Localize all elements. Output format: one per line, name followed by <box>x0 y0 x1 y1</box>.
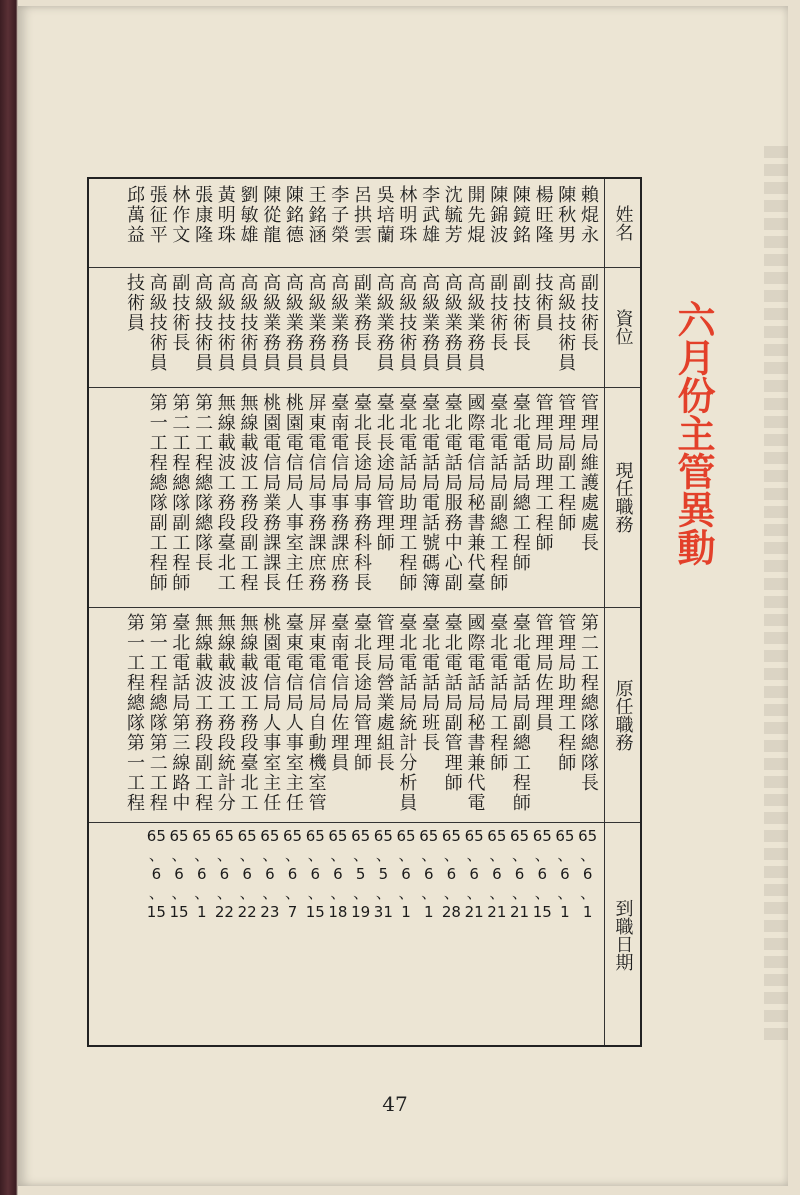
name-cell: 開先焜 <box>464 185 486 245</box>
date-separator: 、 <box>557 846 573 864</box>
current-position-cell: 第二工程總隊副工程師 <box>169 393 191 593</box>
date-year: 65 <box>487 827 507 845</box>
name-cell: 王銘涵 <box>305 185 327 245</box>
date-month: 6 <box>174 865 184 883</box>
personnel-change-table <box>87 177 642 1047</box>
start-date-cell <box>122 827 145 1042</box>
rank-cell: 高級技術員 <box>396 273 418 373</box>
date-month: 6 <box>560 865 570 883</box>
date-separator: 、 <box>398 846 414 864</box>
page-heading: 六月份主管異動 <box>671 300 715 566</box>
start-date-cell <box>395 827 418 1042</box>
start-date-cell <box>327 827 350 1042</box>
rank-cell: 高級業務員 <box>373 273 395 373</box>
date-day: 1 <box>560 903 570 921</box>
date-day: 19 <box>351 903 371 921</box>
current-position-cell: 臺北電話局總工程師 <box>509 393 531 573</box>
name-cell: 陳錦波 <box>487 185 509 245</box>
start-date-cell <box>349 827 372 1042</box>
date-year: 65 <box>169 827 189 845</box>
name-cell: 劉敏雄 <box>237 185 259 245</box>
date-month: 6 <box>423 865 434 883</box>
rank-cell: 高級業務員 <box>282 273 304 373</box>
rank-cell: 高級技術員 <box>146 273 168 373</box>
date-separator: 、 <box>148 846 164 864</box>
previous-position-cell: 臺北電話局第三線路中 <box>169 613 191 813</box>
current-position-cell: 第一工程總隊副工程師 <box>146 393 168 593</box>
rank-cell: 高級業務員 <box>305 273 327 373</box>
current-position-cell: 臺北電話局服務中心副 <box>441 393 463 593</box>
start-date-cell <box>576 827 599 1042</box>
date-year: 65 <box>578 827 598 845</box>
date-day: 21 <box>464 903 484 921</box>
date-day: 15 <box>169 903 189 921</box>
previous-position-cell: 第一工程總隊第二工程 <box>146 613 168 813</box>
date-year: 65 <box>555 827 575 845</box>
date-day: 28 <box>441 903 461 921</box>
date-separator: 、 <box>194 884 210 902</box>
rank-cell: 高級業務員 <box>260 273 282 373</box>
rank-cell: 高級業務員 <box>419 273 441 373</box>
date-day: 21 <box>509 903 530 921</box>
previous-position-cell: 屏東電信局自動機室管 <box>305 613 327 813</box>
date-separator: 、 <box>171 884 187 902</box>
date-month: 5 <box>378 865 389 883</box>
row-divider <box>89 607 640 608</box>
row-divider <box>89 387 640 388</box>
name-cell: 楊旺隆 <box>532 185 554 245</box>
current-position-cell: 管理局助理工程師 <box>532 393 554 553</box>
rank-cell: 高級技術員 <box>192 273 214 373</box>
date-separator: 、 <box>262 884 278 902</box>
name-cell: 呂拱雲 <box>350 185 372 245</box>
date-day: 18 <box>328 903 348 921</box>
current-position-cell: 第二工程總隊總隊長 <box>192 393 214 573</box>
date-month: 6 <box>446 865 457 883</box>
header-column-divider <box>604 179 605 1045</box>
date-year: 65 <box>509 827 530 845</box>
date-year: 65 <box>464 827 484 845</box>
start-date-cell <box>417 827 440 1042</box>
date-separator: 、 <box>216 846 232 864</box>
previous-position-cell: 臺北電話局班長 <box>419 613 441 753</box>
name-cell: 陳秋男 <box>555 185 577 245</box>
date-year: 65 <box>328 827 348 845</box>
previous-position-cell: 第二工程總隊總隊長 <box>577 613 599 793</box>
start-date-cell <box>236 827 259 1042</box>
date-day: 1 <box>423 903 434 921</box>
current-position-cell: 無線載波工務段臺北工 <box>214 393 236 593</box>
previous-position-cell: 臺南電信局佐理員 <box>328 613 350 773</box>
header-rank: 資位 <box>612 309 634 345</box>
date-separator: 、 <box>443 884 459 902</box>
start-date-cell <box>463 827 486 1042</box>
previous-position-cell: 臺東電信局人事室主任 <box>282 613 304 813</box>
date-separator: 、 <box>216 884 232 902</box>
current-position-cell: 國際電信局秘書兼代臺 <box>464 393 486 593</box>
name-cell: 陳銘德 <box>282 185 304 245</box>
rank-cell: 副技術長 <box>169 273 191 353</box>
start-date-cell <box>259 827 282 1042</box>
date-month: 6 <box>219 865 230 883</box>
date-year: 65 <box>396 827 416 845</box>
current-position-cell: 臺北電話局副總工程師 <box>487 393 509 593</box>
previous-position-cell: 管理局佐理員 <box>532 613 554 733</box>
start-date-cell <box>554 827 577 1042</box>
bleed-through-margin <box>764 146 788 1046</box>
header-name: 姓名 <box>612 205 634 241</box>
current-position-cell: 臺南電信局事務課庶務 <box>328 393 350 593</box>
date-separator: 、 <box>262 846 278 864</box>
current-position-cell: 桃園電信局人事室主任 <box>282 393 304 593</box>
date-separator: 、 <box>307 846 323 864</box>
date-day: 22 <box>237 903 257 921</box>
date-separator: 、 <box>375 846 391 864</box>
rank-cell: 副技術長 <box>509 273 531 353</box>
name-cell: 黃明珠 <box>214 185 236 245</box>
date-month: 6 <box>492 865 502 883</box>
rank-cell: 高級技術員 <box>555 273 577 373</box>
current-position-cell: 管理局維護處處長 <box>577 393 599 553</box>
date-day: 31 <box>373 903 393 921</box>
previous-position-cell: 第一工程總隊第一工程 <box>123 613 145 813</box>
date-separator: 、 <box>285 884 301 902</box>
date-day: 1 <box>582 903 593 921</box>
date-month: 6 <box>469 865 479 883</box>
date-month: 6 <box>582 865 593 883</box>
date-separator: 、 <box>512 884 528 902</box>
page-number: 47 <box>382 1092 408 1116</box>
start-date-cell <box>168 827 191 1042</box>
name-cell: 陳從龍 <box>260 185 282 245</box>
current-position-cell: 無線載波工務段副工程 <box>237 393 259 593</box>
header-current-position: 現任職務 <box>612 461 634 533</box>
date-separator: 、 <box>534 884 550 902</box>
name-cell: 沈毓芳 <box>441 185 463 245</box>
date-month: 5 <box>355 865 366 883</box>
header-previous-position: 原任職務 <box>612 678 634 751</box>
previous-position-cell: 臺北長途局管理師 <box>350 613 372 773</box>
date-separator: 、 <box>512 846 528 864</box>
date-day: 15 <box>532 903 552 921</box>
start-date-cell <box>372 827 395 1042</box>
rank-cell: 副技術長 <box>577 273 599 353</box>
name-cell: 李武雄 <box>419 185 441 245</box>
date-year: 65 <box>305 827 325 845</box>
date-month: 6 <box>401 865 411 883</box>
start-date-cell <box>281 827 304 1042</box>
start-date-cell <box>213 827 236 1042</box>
rank-cell: 高級技術員 <box>237 273 259 373</box>
previous-position-cell: 無線載波工務段副工程 <box>192 613 214 813</box>
date-separator: 、 <box>330 846 346 864</box>
date-month: 6 <box>265 865 275 883</box>
current-position-cell: 屏東電信局事務課庶務 <box>305 393 327 593</box>
date-separator: 、 <box>489 846 505 864</box>
date-month: 6 <box>514 865 525 883</box>
rank-cell: 副技術長 <box>487 273 509 353</box>
date-year: 65 <box>419 827 439 845</box>
date-day: 15 <box>146 903 166 921</box>
date-month: 6 <box>242 865 252 883</box>
date-year: 65 <box>532 827 552 845</box>
previous-position-cell: 臺北電話局副管理師 <box>441 613 463 793</box>
name-cell: 李子榮 <box>328 185 350 245</box>
name-cell: 張康隆 <box>192 185 214 245</box>
date-month: 6 <box>196 865 207 883</box>
row-divider <box>89 822 640 823</box>
start-date-cell <box>531 827 554 1042</box>
date-separator: 、 <box>148 884 164 902</box>
date-separator: 、 <box>353 846 369 864</box>
date-separator: 、 <box>580 846 596 864</box>
start-date-cell <box>508 827 531 1042</box>
current-position-cell: 桃園電信局業務課課長 <box>260 393 282 593</box>
date-year: 65 <box>192 827 212 845</box>
date-year: 65 <box>237 827 257 845</box>
name-cell: 吳培蘭 <box>373 185 395 245</box>
date-year: 65 <box>282 827 303 845</box>
previous-position-cell: 管理局助理工程師 <box>555 613 577 773</box>
previous-position-cell: 桃園電信局人事室主任 <box>260 613 282 813</box>
rank-cell: 高級技術員 <box>214 273 236 373</box>
start-date-cell <box>190 827 213 1042</box>
date-separator: 、 <box>580 884 596 902</box>
date-day: 1 <box>196 903 207 921</box>
date-day: 21 <box>487 903 507 921</box>
date-year: 65 <box>146 827 166 845</box>
rank-cell: 高級業務員 <box>328 273 350 373</box>
previous-position-cell: 管理局營業處組長 <box>373 613 395 773</box>
rank-cell: 高級業務員 <box>464 273 486 373</box>
header-start-date: 到職日期 <box>612 898 634 971</box>
date-separator: 、 <box>353 884 369 902</box>
date-separator: 、 <box>307 884 323 902</box>
start-date-cell <box>145 827 168 1042</box>
date-day: 7 <box>287 903 298 921</box>
date-day: 1 <box>401 903 411 921</box>
name-cell: 林明珠 <box>396 185 418 245</box>
date-year: 65 <box>441 827 461 845</box>
rank-cell: 高級業務員 <box>441 273 463 373</box>
date-separator: 、 <box>557 884 573 902</box>
date-month: 6 <box>310 865 320 883</box>
date-separator: 、 <box>421 846 437 864</box>
date-month: 6 <box>537 865 547 883</box>
name-cell: 張征平 <box>146 185 168 245</box>
date-separator: 、 <box>534 846 550 864</box>
rank-cell: 技術員 <box>532 273 554 333</box>
date-year: 65 <box>214 827 234 845</box>
date-separator: 、 <box>239 884 255 902</box>
date-month: 6 <box>151 865 162 883</box>
name-cell: 陳鏡銘 <box>509 185 531 245</box>
date-day: 15 <box>305 903 325 921</box>
rank-cell: 技術員 <box>123 273 145 333</box>
name-cell: 林作文 <box>169 185 191 245</box>
previous-position-cell: 臺北電話局工程師 <box>487 613 509 773</box>
date-separator: 、 <box>239 846 255 864</box>
date-year: 65 <box>351 827 371 845</box>
date-separator: 、 <box>285 846 301 864</box>
name-cell: 邱萬益 <box>123 185 145 245</box>
date-separator: 、 <box>489 884 505 902</box>
bleed-through-text <box>218 56 638 96</box>
start-date-cell <box>440 827 463 1042</box>
current-position-cell: 臺北長途局事務科科長 <box>350 393 372 593</box>
current-position-cell: 臺北長途局管理師 <box>373 393 395 553</box>
start-date-cell <box>486 827 509 1042</box>
previous-position-cell: 臺北電話局統計分析員 <box>396 613 418 813</box>
date-day: 22 <box>214 903 234 921</box>
previous-position-cell: 臺北電話局副總工程師 <box>509 613 531 813</box>
current-position-cell: 管理局副工程師 <box>555 393 577 533</box>
previous-position-cell: 國際電話局秘書兼代電 <box>464 613 486 813</box>
start-date-cell <box>304 827 327 1042</box>
rank-cell: 副業務長 <box>350 273 372 353</box>
previous-position-cell: 無線載波工務段統計分 <box>214 613 236 813</box>
current-position-cell: 臺北電話局電話號碼簿 <box>419 393 441 593</box>
date-separator: 、 <box>466 846 482 864</box>
date-separator: 、 <box>194 846 210 864</box>
date-separator: 、 <box>466 884 482 902</box>
date-month: 6 <box>287 865 298 883</box>
row-divider <box>89 267 640 268</box>
date-month: 6 <box>333 865 343 883</box>
date-separator: 、 <box>443 846 459 864</box>
date-year: 65 <box>373 827 393 845</box>
date-separator: 、 <box>375 884 391 902</box>
date-separator: 、 <box>421 884 437 902</box>
date-year: 65 <box>260 827 280 845</box>
date-day: 23 <box>260 903 280 921</box>
date-separator: 、 <box>330 884 346 902</box>
current-position-cell: 臺北電話局助理工程師 <box>396 393 418 593</box>
previous-position-cell: 無線載波工務段臺北工 <box>237 613 259 813</box>
name-cell: 賴焜永 <box>577 185 599 245</box>
date-separator: 、 <box>398 884 414 902</box>
date-separator: 、 <box>171 846 187 864</box>
